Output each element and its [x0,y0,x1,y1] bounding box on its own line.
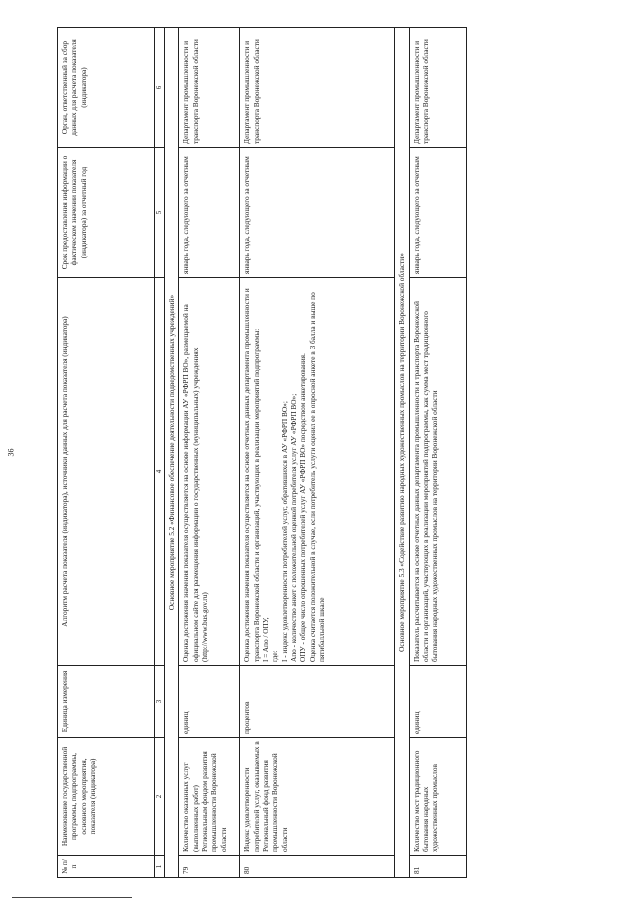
definition-total: ОПУ - общее число опрошенных потребителей услуг АУ «РФРП ВО» посредством анкетирования. [298,353,308,662]
section-title: Основное мероприятие 5.2 «Финансовое обеспечение деятельности подведомственных учреждений» [164,28,178,878]
page-number: 36 [6,448,16,457]
definition-index: I - индекс удовлетворенности потребителей услуг, обратившихся в АУ «РФРП ВО»; [279,401,289,662]
organ: Департамент промышленности и транспорта Воронежской области [409,28,466,148]
column-number: 6 [155,28,165,148]
term: январь года, следующего за отчетным [240,148,395,278]
rotated-page-content [57,28,440,878]
algorithm: Оценка достижения значения показателя осуществляется на основе информации АУ «РФРП ВО», размещаемой на официальном сайте для размещения информации о государственных (муниципальных) учреждениях (http://www.bus.gov.ru) [179,278,240,666]
indicator-name: Индекс удовлетворенности потребителей услуг, оказываемых в Региональный фонд развития промышленности Воронежской области [240,738,395,856]
algorithm [240,278,395,666]
section-row [164,28,178,878]
row-number: 80 [240,856,395,878]
formula-where: где: [270,650,280,662]
header-term: Срок предоставления информации о фактическом значении показателя (индикатора) за отчетный год [58,148,155,278]
column-number: 2 [155,738,165,856]
unit: процентов [240,666,395,738]
header-unit: Единица измерения [58,666,155,738]
term: январь года, следующего за отчетным [409,148,466,278]
footer-line [12,897,132,898]
table-row [179,28,240,878]
algorithm: Показатель рассчитывается на основе отчетных данных департамента промышленности и транспорта Воронежской области и организаций, участвующих в реализации мероприятий подпрограммы, как сумма мест традиционного бытования народных художественных промыслов на территории Воронежской области [409,278,466,666]
header-name: Наименование государственной программы, подпрограммы, основного мероприятия, показателя (индикатора) [58,738,155,856]
organ: Департамент промышленности и транспорта Воронежской области [179,28,240,148]
header-row [58,28,155,878]
header-number: № п/п [58,856,155,878]
formula: I = Aпо / ОПУ, [260,617,270,662]
section-row [395,28,409,878]
indicator-name: Количество мест традиционного бытования народных художественных промыслов [409,738,466,856]
column-number: 4 [155,278,165,666]
row-number: 81 [409,856,466,878]
table-row [240,28,395,878]
table-row [409,28,466,878]
term: январь года, следующего за отчетным [179,148,240,278]
algorithm-intro: Оценка достижения значения показателя осуществляется на основе отчетных данных департамента промышленности и транспорта Воронежской области и организаций, участвующих в реализации мероприятий подпрограммы: [242,288,261,662]
column-number: 3 [155,666,165,738]
header-algorithm: Алгоритм расчета показателя (индикатора), источники данных для расчета показателя (индикатора) [58,278,155,666]
unit: единиц [409,666,466,738]
indicator-name: Количество оказанных услуг (выполненных работ) Региональным фондом развития промышленности Воронежской области [179,738,240,856]
organ: Департамент промышленности и транспорта Воронежской области [240,28,395,148]
column-numbers-row [155,28,165,878]
column-number: 5 [155,148,165,278]
unit: единиц [179,666,240,738]
algorithm-note: Оценка считается положительной в случае, если потребитель услуги оценил ее в опросной анкете в 3 балла и выше по пятибалльной шкале [307,292,326,662]
row-number: 79 [179,856,240,878]
section-title: Основное мероприятие 5.3 «Содействие развитию народных художественных промыслов на территории Воронежской области» [395,28,409,878]
definition-positive: Aпо - количество анкет с положительной оценкой потребителя услуг АУ «РФРП ВО»; [288,393,298,662]
indicators-table [57,27,467,878]
header-organ: Орган, ответственный за сбор данных для расчета показателя (индикатора) [58,28,155,148]
column-number: 1 [155,856,165,878]
